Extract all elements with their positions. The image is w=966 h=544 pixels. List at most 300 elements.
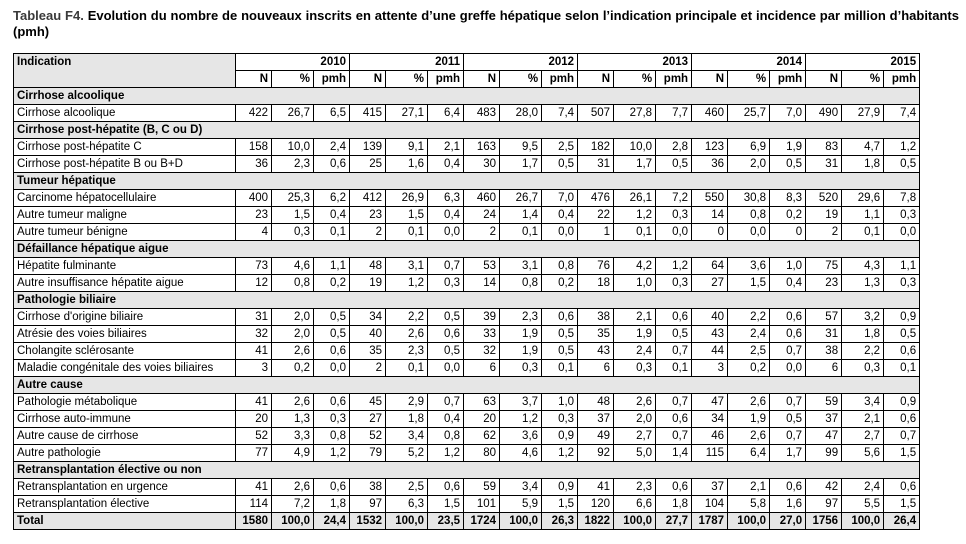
- value-cell: 41: [236, 479, 272, 496]
- value-cell: 9,1: [386, 139, 428, 156]
- value-cell: 101: [464, 496, 500, 513]
- year-header: 2014: [692, 54, 806, 71]
- value-cell: 2,7: [614, 428, 656, 445]
- value-cell: 0,4: [428, 207, 464, 224]
- value-cell: 0,7: [770, 343, 806, 360]
- value-cell: 26,1: [614, 190, 656, 207]
- value-cell: 0,6: [314, 394, 350, 411]
- value-cell: 2,4: [728, 326, 770, 343]
- value-cell: 1,8: [842, 156, 884, 173]
- value-cell: 3,1: [386, 258, 428, 275]
- total-value-cell: 100,0: [842, 513, 884, 530]
- value-cell: 0,2: [728, 360, 770, 377]
- value-cell: 6: [464, 360, 500, 377]
- value-cell: 0,3: [500, 360, 542, 377]
- section-title: Retransplantation élective ou non: [14, 462, 920, 479]
- total-value-cell: 100,0: [614, 513, 656, 530]
- value-cell: 5,6: [842, 445, 884, 462]
- year-header: 2013: [578, 54, 692, 71]
- value-cell: 1,3: [272, 411, 314, 428]
- value-cell: 4,2: [614, 258, 656, 275]
- value-cell: 26,7: [272, 105, 314, 122]
- value-cell: 0,7: [884, 428, 920, 445]
- value-cell: 59: [464, 479, 500, 496]
- value-cell: 0,1: [314, 224, 350, 241]
- total-value-cell: 1724: [464, 513, 500, 530]
- row-label: Autre cause de cirrhose: [14, 428, 236, 445]
- value-cell: 422: [236, 105, 272, 122]
- value-cell: 0,3: [614, 360, 656, 377]
- value-cell: 1,9: [614, 326, 656, 343]
- value-cell: 4: [236, 224, 272, 241]
- row-label: Cholangite sclérosante: [14, 343, 236, 360]
- value-cell: 1,5: [728, 275, 770, 292]
- value-cell: 2,2: [728, 309, 770, 326]
- value-cell: 7,2: [656, 190, 692, 207]
- total-value-cell: 100,0: [386, 513, 428, 530]
- year-header: 2011: [350, 54, 464, 71]
- value-cell: 1,8: [656, 496, 692, 513]
- value-cell: 27: [350, 411, 386, 428]
- value-cell: 1,2: [614, 207, 656, 224]
- indication-header: Indication: [14, 54, 236, 88]
- value-cell: 5,2: [386, 445, 428, 462]
- value-cell: 32: [236, 326, 272, 343]
- value-cell: 415: [350, 105, 386, 122]
- value-cell: 38: [578, 309, 614, 326]
- value-cell: 0,2: [542, 275, 578, 292]
- value-cell: 0,7: [656, 428, 692, 445]
- total-value-cell: 1822: [578, 513, 614, 530]
- value-cell: 1,0: [614, 275, 656, 292]
- value-cell: 0,5: [656, 326, 692, 343]
- row-label: Cirrhose auto-immune: [14, 411, 236, 428]
- value-cell: 0,8: [500, 275, 542, 292]
- total-value-cell: 100,0: [728, 513, 770, 530]
- value-cell: 104: [692, 496, 728, 513]
- section-row: [14, 122, 920, 139]
- row-label: Cirrhose post-hépatite C: [14, 139, 236, 156]
- value-cell: 0,5: [884, 326, 920, 343]
- value-cell: 115: [692, 445, 728, 462]
- section-title: Défaillance hépatique aigue: [14, 241, 920, 258]
- value-cell: 0,5: [770, 156, 806, 173]
- value-cell: 26,9: [386, 190, 428, 207]
- value-cell: 2: [806, 224, 842, 241]
- value-cell: 1,2: [884, 139, 920, 156]
- value-cell: 59: [806, 394, 842, 411]
- value-cell: 35: [350, 343, 386, 360]
- value-cell: 42: [806, 479, 842, 496]
- value-cell: 0,0: [770, 360, 806, 377]
- value-cell: 6,5: [314, 105, 350, 122]
- value-cell: 7,4: [542, 105, 578, 122]
- value-cell: 36: [236, 156, 272, 173]
- value-cell: 40: [350, 326, 386, 343]
- value-cell: 2,4: [314, 139, 350, 156]
- value-cell: 0,5: [542, 326, 578, 343]
- value-cell: 31: [236, 309, 272, 326]
- value-cell: 37: [578, 411, 614, 428]
- value-cell: 6: [806, 360, 842, 377]
- value-cell: 0,1: [614, 224, 656, 241]
- value-cell: 37: [692, 479, 728, 496]
- value-cell: 0,4: [428, 156, 464, 173]
- table-row: [14, 496, 920, 513]
- table-row: [14, 190, 920, 207]
- value-cell: 0,7: [428, 258, 464, 275]
- value-cell: 0,4: [314, 207, 350, 224]
- value-cell: 43: [578, 343, 614, 360]
- value-cell: 31: [806, 156, 842, 173]
- value-cell: 0,5: [314, 309, 350, 326]
- value-cell: 2,6: [386, 326, 428, 343]
- total-value-cell: 26,4: [884, 513, 920, 530]
- value-cell: 0,7: [656, 394, 692, 411]
- value-cell: 0,8: [428, 428, 464, 445]
- value-cell: 18: [578, 275, 614, 292]
- value-cell: 1,1: [884, 258, 920, 275]
- measure-header: %: [386, 71, 428, 88]
- value-cell: 9,5: [500, 139, 542, 156]
- value-cell: 2,0: [272, 309, 314, 326]
- value-cell: 0,7: [428, 394, 464, 411]
- value-cell: 12: [236, 275, 272, 292]
- value-cell: 0,6: [770, 309, 806, 326]
- value-cell: 1,9: [500, 343, 542, 360]
- value-cell: 2,6: [728, 394, 770, 411]
- value-cell: 2,8: [656, 139, 692, 156]
- value-cell: 550: [692, 190, 728, 207]
- value-cell: 1,5: [884, 496, 920, 513]
- value-cell: 0,5: [770, 411, 806, 428]
- value-cell: 2: [464, 224, 500, 241]
- value-cell: 34: [350, 309, 386, 326]
- value-cell: 47: [692, 394, 728, 411]
- value-cell: 1,5: [542, 496, 578, 513]
- value-cell: 36: [692, 156, 728, 173]
- measure-header: %: [500, 71, 542, 88]
- row-label: Cirrhose d'origine biliaire: [14, 309, 236, 326]
- value-cell: 3,6: [728, 258, 770, 275]
- value-cell: 2,4: [842, 479, 884, 496]
- measure-header: %: [728, 71, 770, 88]
- value-cell: 52: [350, 428, 386, 445]
- total-value-cell: 1756: [806, 513, 842, 530]
- value-cell: 92: [578, 445, 614, 462]
- table-row: [14, 428, 920, 445]
- value-cell: 4,9: [272, 445, 314, 462]
- value-cell: 20: [464, 411, 500, 428]
- value-cell: 3,3: [272, 428, 314, 445]
- value-cell: 29,6: [842, 190, 884, 207]
- value-cell: 0,1: [884, 360, 920, 377]
- measure-header: N: [464, 71, 500, 88]
- total-value-cell: 27,0: [770, 513, 806, 530]
- value-cell: 0,0: [428, 224, 464, 241]
- value-cell: 0,5: [884, 156, 920, 173]
- value-cell: 0,5: [428, 343, 464, 360]
- value-cell: 3,4: [386, 428, 428, 445]
- table-row: [14, 326, 920, 343]
- value-cell: 0,0: [728, 224, 770, 241]
- value-cell: 2,9: [386, 394, 428, 411]
- header-row-years: [14, 54, 920, 71]
- year-header: 2012: [464, 54, 578, 71]
- row-label: Retransplantation en urgence: [14, 479, 236, 496]
- value-cell: 182: [578, 139, 614, 156]
- value-cell: 2,6: [728, 428, 770, 445]
- value-cell: 1,0: [770, 258, 806, 275]
- value-cell: 412: [350, 190, 386, 207]
- value-cell: 0,2: [770, 207, 806, 224]
- value-cell: 2,0: [614, 411, 656, 428]
- value-cell: 2,2: [386, 309, 428, 326]
- value-cell: 1,2: [656, 258, 692, 275]
- value-cell: 23: [236, 207, 272, 224]
- value-cell: 1,5: [386, 207, 428, 224]
- value-cell: 0,5: [428, 309, 464, 326]
- value-cell: 27,9: [842, 105, 884, 122]
- value-cell: 0,4: [770, 275, 806, 292]
- value-cell: 83: [806, 139, 842, 156]
- value-cell: 0,8: [728, 207, 770, 224]
- value-cell: 0,3: [884, 275, 920, 292]
- value-cell: 57: [806, 309, 842, 326]
- value-cell: 0,3: [842, 360, 884, 377]
- value-cell: 28,0: [500, 105, 542, 122]
- value-cell: 460: [692, 105, 728, 122]
- row-label: Atrésie des voies biliaires: [14, 326, 236, 343]
- value-cell: 0,0: [314, 360, 350, 377]
- value-cell: 10,0: [614, 139, 656, 156]
- value-cell: 483: [464, 105, 500, 122]
- row-label: Carcinome hépatocellulaire: [14, 190, 236, 207]
- value-cell: 4,6: [272, 258, 314, 275]
- value-cell: 2,6: [272, 343, 314, 360]
- value-cell: 7,0: [770, 105, 806, 122]
- total-value-cell: 1580: [236, 513, 272, 530]
- measure-header: pmh: [770, 71, 806, 88]
- value-cell: 2,0: [728, 156, 770, 173]
- section-row: [14, 292, 920, 309]
- value-cell: 1,2: [500, 411, 542, 428]
- value-cell: 41: [236, 343, 272, 360]
- section-row: [14, 241, 920, 258]
- row-label: Autre tumeur maligne: [14, 207, 236, 224]
- value-cell: 5,9: [500, 496, 542, 513]
- value-cell: 0,6: [884, 343, 920, 360]
- value-cell: 6,3: [386, 496, 428, 513]
- value-cell: 37: [806, 411, 842, 428]
- value-cell: 4,3: [842, 258, 884, 275]
- value-cell: 1,4: [656, 445, 692, 462]
- value-cell: 0,8: [272, 275, 314, 292]
- value-cell: 0,1: [386, 224, 428, 241]
- value-cell: 3,4: [842, 394, 884, 411]
- value-cell: 27: [692, 275, 728, 292]
- value-cell: 26,7: [500, 190, 542, 207]
- value-cell: 0,4: [428, 411, 464, 428]
- value-cell: 0,6: [428, 326, 464, 343]
- value-cell: 0,5: [314, 326, 350, 343]
- table-row: [14, 156, 920, 173]
- value-cell: 1,3: [842, 275, 884, 292]
- section-title: Pathologie biliaire: [14, 292, 920, 309]
- value-cell: 48: [578, 394, 614, 411]
- value-cell: 1,1: [314, 258, 350, 275]
- value-cell: 1,8: [314, 496, 350, 513]
- value-cell: 49: [578, 428, 614, 445]
- table-row: [14, 224, 920, 241]
- value-cell: 2,6: [272, 394, 314, 411]
- value-cell: 0,3: [884, 207, 920, 224]
- value-cell: 1,2: [386, 275, 428, 292]
- measure-header: N: [350, 71, 386, 88]
- value-cell: 0,6: [884, 479, 920, 496]
- value-cell: 476: [578, 190, 614, 207]
- value-cell: 2,1: [428, 139, 464, 156]
- total-value-cell: 24,4: [314, 513, 350, 530]
- measure-header: pmh: [884, 71, 920, 88]
- value-cell: 2,0: [272, 326, 314, 343]
- table-number: Tableau F4.: [13, 8, 84, 23]
- value-cell: 0,6: [656, 309, 692, 326]
- value-cell: 0,3: [542, 411, 578, 428]
- section-row: [14, 88, 920, 105]
- row-label: Pathologie métabolique: [14, 394, 236, 411]
- measure-header: N: [578, 71, 614, 88]
- value-cell: 1,2: [314, 445, 350, 462]
- table-row: [14, 309, 920, 326]
- section-title: Tumeur hépatique: [14, 173, 920, 190]
- value-cell: 2,1: [728, 479, 770, 496]
- value-cell: 14: [692, 207, 728, 224]
- value-cell: 4,7: [842, 139, 884, 156]
- measure-header: N: [236, 71, 272, 88]
- measure-header: pmh: [314, 71, 350, 88]
- table-row: [14, 394, 920, 411]
- total-value-cell: 1787: [692, 513, 728, 530]
- value-cell: 2,1: [842, 411, 884, 428]
- value-cell: 3,7: [500, 394, 542, 411]
- value-cell: 41: [236, 394, 272, 411]
- value-cell: 0,6: [656, 411, 692, 428]
- value-cell: 1,9: [728, 411, 770, 428]
- value-cell: 0,7: [770, 394, 806, 411]
- measure-header: %: [842, 71, 884, 88]
- value-cell: 1: [578, 224, 614, 241]
- table-caption: Evolution du nombre de nouveaux inscrits en attente d’une greffe hépatique selon l’indication principale et incidence par million d’habitants (pmh): [13, 8, 959, 39]
- value-cell: 0,1: [386, 360, 428, 377]
- value-cell: 0,6: [542, 309, 578, 326]
- value-cell: 10,0: [272, 139, 314, 156]
- data-table: [13, 53, 920, 530]
- value-cell: 2,2: [842, 343, 884, 360]
- value-cell: 97: [350, 496, 386, 513]
- value-cell: 7,7: [656, 105, 692, 122]
- table-title: [13, 8, 959, 40]
- value-cell: 1,8: [386, 411, 428, 428]
- table-row: [14, 207, 920, 224]
- value-cell: 0,6: [314, 156, 350, 173]
- value-cell: 0,7: [656, 343, 692, 360]
- value-cell: 0,0: [542, 224, 578, 241]
- value-cell: 62: [464, 428, 500, 445]
- value-cell: 45: [350, 394, 386, 411]
- value-cell: 76: [578, 258, 614, 275]
- value-cell: 23: [806, 275, 842, 292]
- value-cell: 64: [692, 258, 728, 275]
- value-cell: 3: [692, 360, 728, 377]
- value-cell: 3: [236, 360, 272, 377]
- table-row: [14, 360, 920, 377]
- value-cell: 1,1: [842, 207, 884, 224]
- value-cell: 0,6: [884, 411, 920, 428]
- value-cell: 0,8: [542, 258, 578, 275]
- section-title: Cirrhose post-hépatite (B, C ou D): [14, 122, 920, 139]
- value-cell: 4,6: [500, 445, 542, 462]
- value-cell: 14: [464, 275, 500, 292]
- value-cell: 0,0: [656, 224, 692, 241]
- value-cell: 0,5: [656, 156, 692, 173]
- value-cell: 0,3: [656, 207, 692, 224]
- year-header: 2015: [806, 54, 920, 71]
- value-cell: 6,3: [428, 190, 464, 207]
- value-cell: 6,4: [428, 105, 464, 122]
- value-cell: 2,3: [272, 156, 314, 173]
- value-cell: 19: [806, 207, 842, 224]
- row-label: Hépatite fulminante: [14, 258, 236, 275]
- row-label: Cirrhose alcoolique: [14, 105, 236, 122]
- value-cell: 1,5: [884, 445, 920, 462]
- value-cell: 1,8: [842, 326, 884, 343]
- value-cell: 6,2: [314, 190, 350, 207]
- value-cell: 0,1: [656, 360, 692, 377]
- value-cell: 0,9: [884, 309, 920, 326]
- value-cell: 1,0: [542, 394, 578, 411]
- value-cell: 27,1: [386, 105, 428, 122]
- value-cell: 5,8: [728, 496, 770, 513]
- value-cell: 0,6: [314, 343, 350, 360]
- value-cell: 507: [578, 105, 614, 122]
- value-cell: 114: [236, 496, 272, 513]
- value-cell: 0,9: [542, 479, 578, 496]
- value-cell: 0,6: [314, 479, 350, 496]
- total-value-cell: 100,0: [500, 513, 542, 530]
- value-cell: 79: [350, 445, 386, 462]
- value-cell: 400: [236, 190, 272, 207]
- value-cell: 27,8: [614, 105, 656, 122]
- value-cell: 0,8: [314, 428, 350, 445]
- value-cell: 0: [770, 224, 806, 241]
- value-cell: 33: [464, 326, 500, 343]
- value-cell: 0,2: [314, 275, 350, 292]
- value-cell: 1,7: [614, 156, 656, 173]
- section-title: Cirrhose alcoolique: [14, 88, 920, 105]
- value-cell: 40: [692, 309, 728, 326]
- value-cell: 2,5: [386, 479, 428, 496]
- value-cell: 73: [236, 258, 272, 275]
- value-cell: 0,2: [272, 360, 314, 377]
- value-cell: 97: [806, 496, 842, 513]
- value-cell: 2: [350, 224, 386, 241]
- row-label: Maladie congénitale des voies biliaires: [14, 360, 236, 377]
- value-cell: 24: [464, 207, 500, 224]
- total-value-cell: 100,0: [272, 513, 314, 530]
- value-cell: 30: [464, 156, 500, 173]
- value-cell: 2,3: [614, 479, 656, 496]
